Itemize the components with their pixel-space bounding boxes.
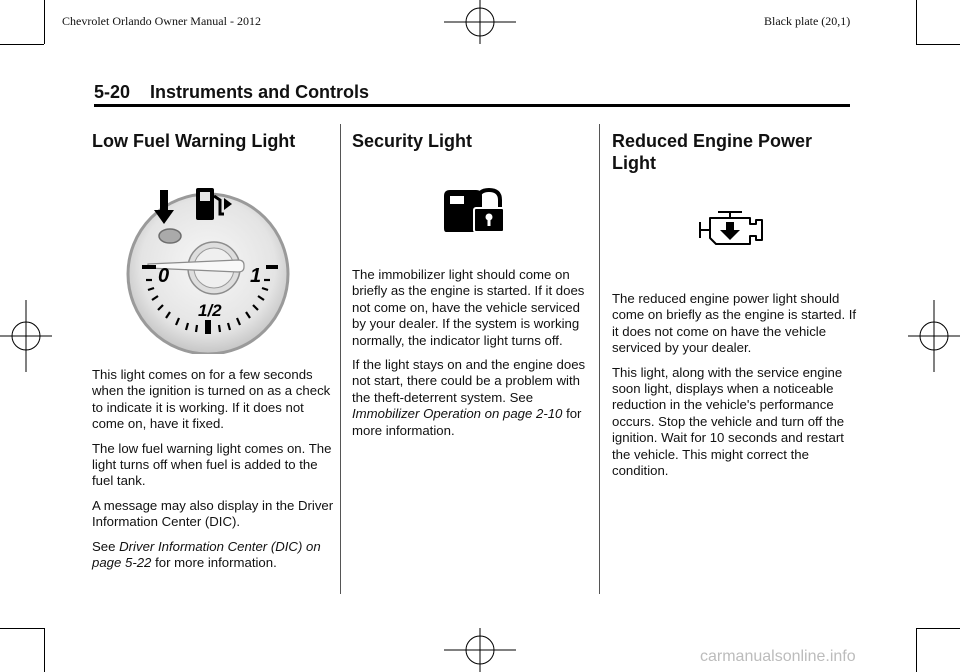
engine-power-icon xyxy=(698,210,766,246)
reduced-power-paragraph-2: This light, along with the service engine soon light, displays when a noticeable reduction in the vehicle's performance occurs. Stop the vehicle and turn off the ignition. Wait for 10 seconds and restart the vehicle. This might correct the condition. xyxy=(612,364,845,479)
column-low-fuel xyxy=(92,130,332,152)
column-divider xyxy=(599,124,600,594)
security-title: Security Light xyxy=(352,131,473,151)
low-fuel-paragraph-2: The low fuel warning light comes on. The light turns off when fuel is added to the fuel tank. xyxy=(92,440,332,489)
section-heading xyxy=(94,82,369,103)
section-title: Instruments and Controls xyxy=(150,82,370,102)
manual-title: Chevrolet Orlando Owner Manual - 2012 xyxy=(62,14,261,28)
security-paragraph-1: The immobilizer light should come on briefly as the engine is started. If it does not come on, have the vehicle serviced by your dealer. If the system is working normally, the indicator light turns off. xyxy=(352,267,585,348)
column-security xyxy=(352,130,592,152)
reduced-power-title-line-2: Light xyxy=(612,153,656,173)
page-number: 5-20 xyxy=(94,82,131,102)
gauge-full-label: 1 xyxy=(250,265,262,287)
dic-reference-link[interactable]: Driver Information Center (DIC) on page 5-22 xyxy=(92,538,321,571)
security-body xyxy=(352,267,590,447)
reduced-power-paragraph-1: The reduced engine power light should come on briefly as the engine is started. If it does not come on have the vehicle serviced by your dealer. xyxy=(612,291,857,356)
header-rule xyxy=(94,104,850,107)
reduced-power-title-line-1: Reduced Engine Power xyxy=(612,131,813,151)
gauge-half-label: 1/2 xyxy=(198,301,222,320)
low-fuel-body xyxy=(92,367,334,579)
gauge-empty-label: 0 xyxy=(158,265,170,287)
low-fuel-paragraph-4: See Driver Information Center (DIC) on page 5-22 for more information. xyxy=(92,538,321,571)
low-fuel-paragraph-1: This light comes on for a few seconds when the ignition is turned on as a check to indicate it is working. If it does not come on, have it fixed. xyxy=(92,367,331,432)
low-fuel-paragraph-3: A message may also display in the Driver Information Center (DIC). xyxy=(92,497,334,530)
plate-label: Black plate (20,1) xyxy=(764,14,851,28)
watermark: carmanualsonline.info xyxy=(700,648,856,665)
column-divider xyxy=(340,124,341,594)
low-fuel-title: Low Fuel Warning Light xyxy=(92,131,296,151)
security-lock-icon xyxy=(440,188,504,234)
fuel-gauge-icon xyxy=(118,184,298,354)
immobilizer-reference-link[interactable]: Immobilizer Operation on page 2-10 xyxy=(352,406,563,422)
security-paragraph-2: If the light stays on and the engine does not start, there could be a problem with the theft-deterrent system. See Immobilizer Operation on page 2-10 for more information. xyxy=(352,357,586,438)
reduced-power-body xyxy=(612,291,858,487)
column-reduced-power xyxy=(612,130,858,174)
